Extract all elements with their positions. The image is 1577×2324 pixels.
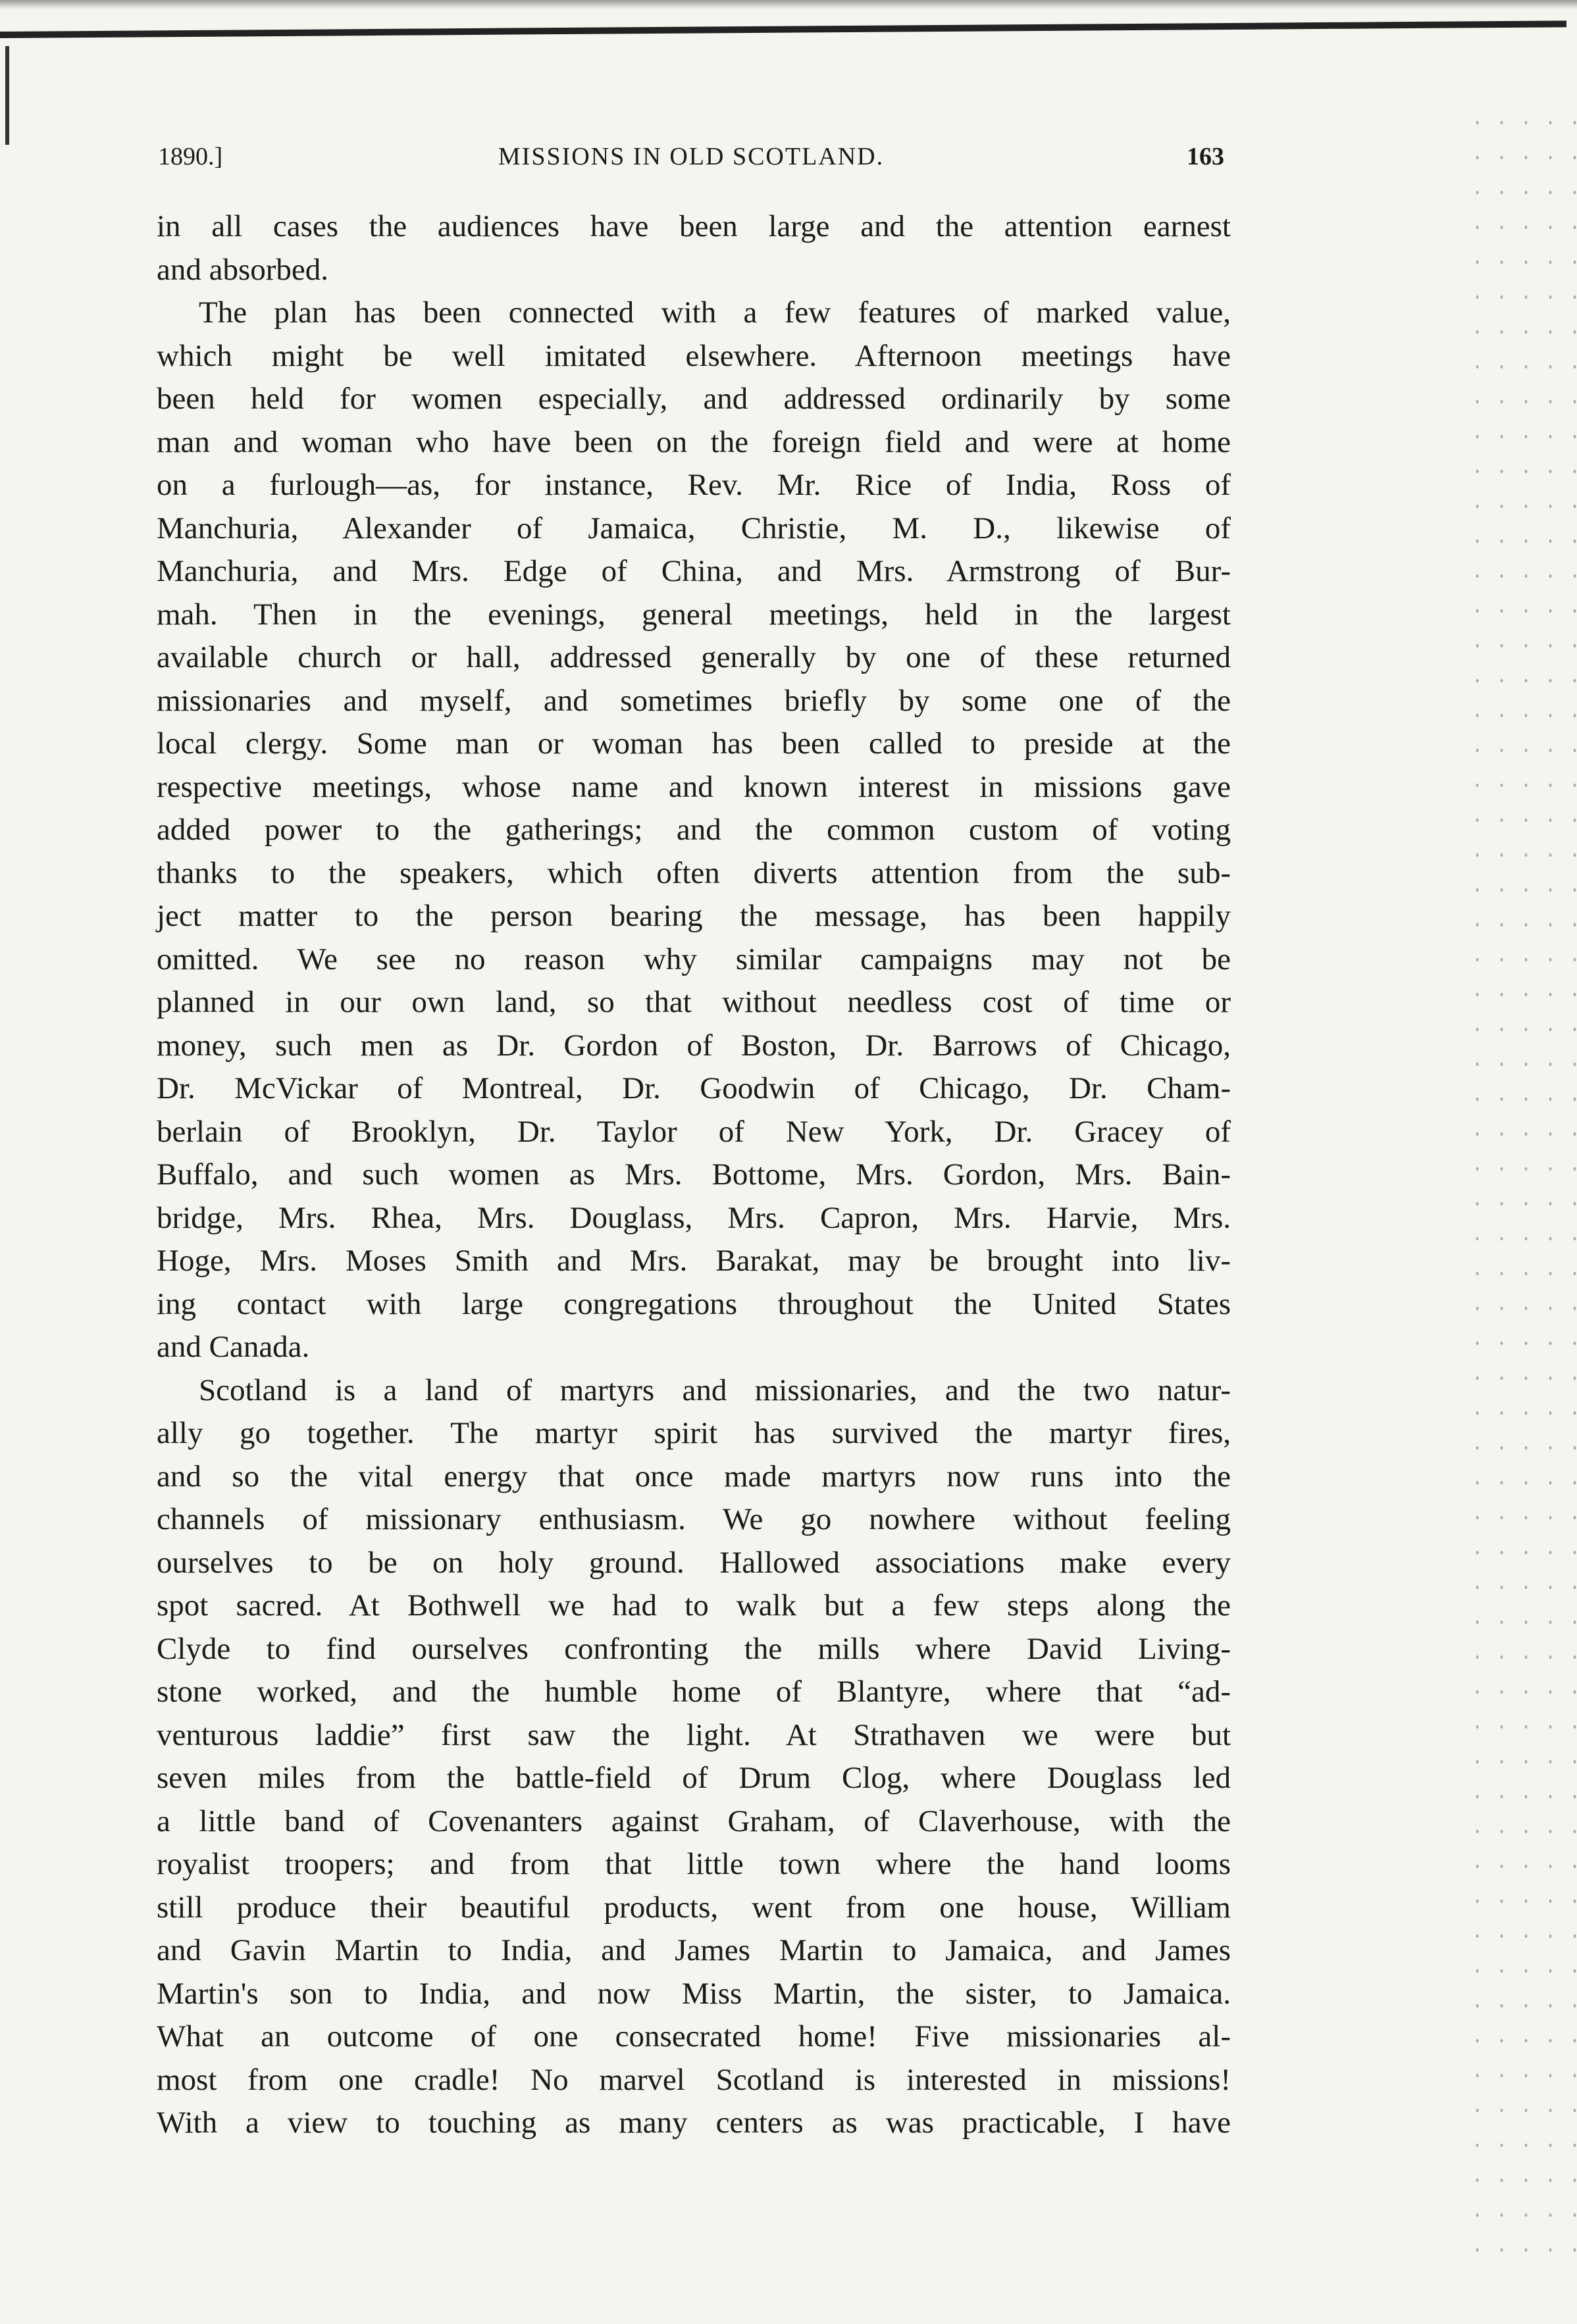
scan-noise-margin xyxy=(1465,105,1577,2277)
text-line: omitted. We see no reason why similar campaigns may not be xyxy=(157,942,1231,976)
text-line: in all cases the audiences have been large and the attention earnest xyxy=(157,209,1231,243)
text-line: Clyde to find ourselves confronting the mills where David Living- xyxy=(157,1631,1231,1666)
scan-edge xyxy=(0,0,1577,9)
running-title: MISSIONS IN OLD SCOTLAND. xyxy=(498,143,885,170)
text-line: man and woman who have been on the foreign field and were at home xyxy=(157,424,1231,459)
text-line: With a view to touching as many centers as was practicable, I have xyxy=(157,2106,1231,2140)
text-line: been held for women especially, and addressed ordinarily by some xyxy=(157,382,1231,416)
text-line: channels of missionary enthusiasm. We go nowhere without feeling xyxy=(157,1502,1231,1536)
text-line: and Canada. xyxy=(157,1330,310,1364)
text-line: thanks to the speakers, which often diverts attention from the sub- xyxy=(157,855,1231,890)
text-line: Hoge, Mrs. Moses Smith and Mrs. Barakat, may be brought into liv- xyxy=(157,1244,1231,1278)
text-line: stone worked, and the humble home of Blantyre, where that “ad- xyxy=(157,1675,1231,1709)
text-line: Manchuria, Alexander of Jamaica, Christie, M. D., likewise of xyxy=(157,511,1231,545)
text-line: ing contact with large congregations throughout the United States xyxy=(157,1286,1231,1321)
text-line: available church or hall, addressed generally by one of these returned xyxy=(157,640,1231,674)
text-line: money, such men as Dr. Gordon of Boston, Dr. Barrows of Chicago, xyxy=(157,1028,1231,1063)
text-line: local clergy. Some man or woman has been called to preside at the xyxy=(157,726,1231,761)
text-line: missionaries and myself, and sometimes briefly by some one of the xyxy=(157,683,1231,718)
text-line: What an outcome of one consecrated home! Five missionaries al- xyxy=(157,2019,1231,2054)
text-line: still produce their beautiful products, went from one house, William xyxy=(157,1890,1231,1925)
text-line: spot sacred. At Bothwell we had to walk but a few steps along the xyxy=(157,1588,1231,1623)
text-line: respective meetings, whose name and known interest in missions gave xyxy=(157,769,1231,804)
text-line: and so the vital energy that once made martyrs now runs into the xyxy=(157,1459,1231,1494)
text-line: and absorbed. xyxy=(157,252,329,287)
text-line: seven miles from the battle-field of Drum Clog, where Douglass led xyxy=(157,1761,1231,1795)
text-line: planned in our own land, so that without needless cost of time or xyxy=(157,985,1231,1019)
text-line: which might be well imitated elsewhere. Afternoon meetings have xyxy=(157,338,1231,373)
text-line: mah. Then in the evenings, general meetings, held in the largest xyxy=(157,597,1231,632)
text-line: Dr. McVickar of Montreal, Dr. Goodwin of Chicago, Dr. Cham- xyxy=(157,1071,1231,1105)
text-line: on a furlough—as, for instance, Rev. Mr. Rice of India, Ross of xyxy=(157,468,1231,502)
text-line: berlain of Brooklyn, Dr. Taylor of New York, Dr. Gracey of xyxy=(157,1114,1231,1149)
text-line: most from one cradle! No marvel Scotland is interested in missions! xyxy=(157,2062,1231,2097)
text-line: added power to the gatherings; and the common custom of voting xyxy=(157,813,1231,847)
text-line: ally go together. The martyr spirit has survived the martyr fires, xyxy=(157,1416,1231,1450)
text-line: and Gavin Martin to India, and James Martin to Jamaica, and James xyxy=(157,1933,1231,1967)
left-margin-mark xyxy=(5,46,9,145)
top-rule xyxy=(0,20,1566,38)
text-line: a little band of Covenanters against Graham, of Claverhouse, with the xyxy=(157,1804,1231,1838)
text-line: The plan has been connected with a few features of marked value, xyxy=(199,295,1231,330)
running-header xyxy=(158,142,1224,182)
page-number: 163 xyxy=(1187,143,1224,170)
text-line: Manchuria, and Mrs. Edge of China, and Mrs. Armstrong of Bur- xyxy=(157,554,1231,588)
text-line: Buffalo, and such women as Mrs. Bottome, Mrs. Gordon, Mrs. Bain- xyxy=(157,1157,1231,1192)
text-line: ourselves to be on holy ground. Hallowed associations make every xyxy=(157,1545,1231,1580)
text-line: ject matter to the person bearing the message, has been happily xyxy=(157,899,1231,933)
text-line: Scotland is a land of martyrs and missionaries, and the two natur- xyxy=(199,1373,1231,1407)
header-year: 1890.] xyxy=(158,143,223,170)
text-line: Martin's son to India, and now Miss Martin, the sister, to Jamaica. xyxy=(157,1976,1231,2011)
page-body xyxy=(157,205,1231,2145)
text-line: royalist troopers; and from that little town where the hand looms xyxy=(157,1847,1231,1881)
text-line: venturous laddie” first saw the light. At Strathaven we were but xyxy=(157,1717,1231,1752)
text-line: bridge, Mrs. Rhea, Mrs. Douglass, Mrs. Capron, Mrs. Harvie, Mrs. xyxy=(157,1200,1231,1235)
